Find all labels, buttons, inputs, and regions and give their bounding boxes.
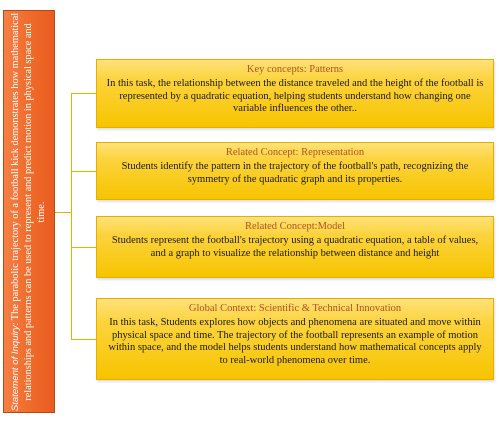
concept-title: Related Concept: Representation bbox=[225, 147, 365, 158]
concept-title: Related Concept:Model bbox=[244, 221, 346, 232]
connector-branch-4 bbox=[71, 339, 96, 340]
concept-title: Key concepts: Patterns bbox=[246, 64, 344, 75]
statement-body: The parabolic trajectory of a football kick demonstrates how mathematical relationships and patterns can be used to represent and predict motion in physical space and time. bbox=[9, 12, 47, 401]
concept-box-model bbox=[96, 216, 494, 278]
concept-box-representation bbox=[96, 142, 494, 200]
concept-body: Students represent the football's trajectory using a quadratic equation, a table of values, and a graph to visualize the relationship between distance and height bbox=[111, 235, 479, 259]
concept-body: Students identify the pattern in the trajectory of the football's path, recognizing the symmetry of the quadratic graph and its properties. bbox=[121, 161, 469, 185]
connector-stem bbox=[55, 212, 72, 213]
connector-branch-2 bbox=[71, 171, 96, 172]
connector-branch-1 bbox=[71, 93, 96, 94]
connector-trunk bbox=[71, 93, 72, 339]
concept-body: In this task, the relationship between the distance traveled and the height of the football is represented by a quadratic equation, helping students understand how changing one variable influences the other.. bbox=[106, 78, 484, 115]
concept-box-global-context bbox=[96, 298, 494, 380]
concept-body: In this task, Students explores how objects and phenomena are situated and move within physical space and time. The trajectory of the football represents an example of motion within space, and the model helps students understand how mathematical concepts apply to real-world phenomena over time. bbox=[108, 317, 482, 366]
statement-of-inquiry-box bbox=[3, 10, 55, 413]
connector-branch-3 bbox=[71, 247, 96, 248]
statement-of-inquiry-text bbox=[10, 12, 48, 412]
concept-title: Global Context: Scientific & Technical Innovation bbox=[188, 303, 402, 314]
statement-label: Statement of Inquiry: bbox=[9, 322, 21, 411]
concept-box-patterns bbox=[96, 59, 494, 128]
